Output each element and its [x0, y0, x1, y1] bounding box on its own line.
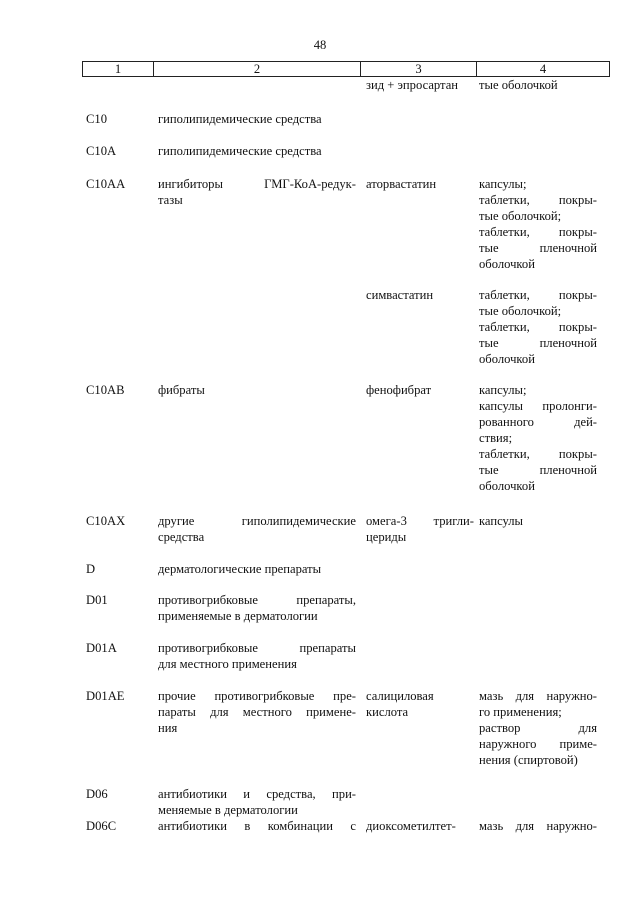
table-header — [82, 61, 610, 77]
dosage-form-line: капсулы пролонги- — [479, 399, 597, 413]
group-name — [158, 176, 356, 208]
atc-code: D06 — [86, 787, 108, 801]
group-name — [158, 513, 356, 545]
group-name-line: ингибиторы ГМГ-КоА-редук- — [158, 177, 356, 191]
dosage-form-line: тые пленочной — [479, 463, 597, 477]
group-name-line: противогрибковые препараты — [158, 641, 356, 655]
group-name — [158, 818, 356, 834]
group-name: дерматологические препараты — [158, 562, 322, 576]
atc-code: D06C — [86, 819, 117, 833]
dosage-form-line: раствор для — [479, 721, 597, 735]
dosage-form-line: оболочкой — [479, 352, 535, 366]
drug-name-line: цериды — [366, 530, 407, 544]
group-name — [158, 786, 356, 818]
group-name-line: средства — [158, 530, 205, 544]
dosage-form-line: капсулы; — [479, 177, 527, 191]
dosage-form-line: рованного дей- — [479, 415, 597, 429]
drug-name: зид + эпросартан — [366, 78, 459, 92]
atc-code: D01 — [86, 593, 108, 607]
atc-code: C10AX — [86, 514, 126, 528]
group-name-line: параты для местного примене- — [158, 705, 356, 719]
dosage-form-line: го применения; — [479, 705, 562, 719]
drug-name: фенофибрат — [366, 383, 432, 397]
dosage-form — [479, 688, 597, 768]
dosage-form-line: оболочкой — [479, 479, 535, 493]
group-name-line: меняемые в дерматологии — [158, 803, 298, 817]
atc-code: D01A — [86, 641, 117, 655]
atc-code: D01AE — [86, 689, 125, 703]
atc-code: C10A — [86, 144, 117, 158]
group-name-line: ния — [158, 721, 178, 735]
dosage-form-line: тые оболочкой — [479, 78, 558, 92]
dosage-form-line: таблетки, покры- — [479, 447, 597, 461]
drug-name-line: кислота — [366, 705, 409, 719]
dosage-form-line: таблетки, покры- — [479, 193, 597, 207]
dosage-form-line: таблетки, покры- — [479, 288, 597, 302]
group-name-line: применяемые в дерматологии — [158, 609, 318, 623]
dosage-form-line: нения (спиртовой) — [479, 753, 578, 767]
group-name — [158, 688, 356, 736]
dosage-form — [479, 176, 597, 272]
group-name-line: другие гиполипидемические — [158, 514, 356, 528]
group-name-line: для местного применения — [158, 657, 297, 671]
drug-name — [366, 688, 474, 720]
drug-name-line: диоксометилтет- — [366, 819, 456, 833]
drug-name-line: салициловая — [366, 689, 434, 703]
dosage-form — [479, 77, 597, 93]
atc-code: D — [86, 562, 96, 576]
dosage-form-line: наружного приме- — [479, 737, 597, 751]
drug-name-line: омега-3 тригли- — [366, 514, 474, 528]
dosage-form-line: тые оболочкой; — [479, 209, 562, 223]
dosage-form-line: тые пленочной — [479, 241, 597, 255]
header-col-4: 4 — [477, 62, 610, 77]
group-name-line: антибиотики в комбинации с — [158, 819, 356, 833]
page-number: 48 — [313, 38, 327, 52]
drug-name — [366, 818, 474, 834]
dosage-form — [479, 818, 597, 834]
dosage-form-line: тые пленочной — [479, 336, 597, 350]
dosage-form-line: капсулы — [479, 514, 524, 528]
group-name-line: противогрибковые препараты, — [158, 593, 356, 607]
group-name: гиполипидемические средства — [158, 112, 322, 126]
drug-name: аторвастатин — [366, 177, 437, 191]
dosage-form-line: мазь для наружно- — [479, 689, 597, 703]
dosage-form-line: капсулы; — [479, 383, 527, 397]
dosage-form-line: таблетки, покры- — [479, 320, 597, 334]
drug-name: симвастатин — [366, 288, 434, 302]
group-name — [158, 640, 356, 672]
group-name: гиполипидемические средства — [158, 144, 322, 158]
dosage-form — [479, 287, 597, 367]
drug-name — [366, 513, 474, 545]
header-col-3: 3 — [361, 62, 477, 77]
dosage-form-line: ствия; — [479, 431, 513, 445]
atc-code: C10AA — [86, 177, 126, 191]
group-name-line: прочие противогрибковые пре- — [158, 689, 356, 703]
header-col-2: 2 — [154, 62, 361, 77]
group-name: фибраты — [158, 383, 205, 397]
group-name-line: тазы — [158, 193, 183, 207]
dosage-form-line: мазь для наружно- — [479, 819, 597, 833]
atc-code: C10 — [86, 112, 107, 126]
dosage-form-line: тые оболочкой; — [479, 304, 562, 318]
atc-code: C10AB — [86, 383, 125, 397]
dosage-form-line: таблетки, покры- — [479, 225, 597, 239]
header-col-1: 1 — [83, 62, 154, 77]
dosage-form-line: оболочкой — [479, 257, 535, 271]
dosage-form — [479, 513, 597, 529]
group-name-line: антибиотики и средства, при- — [158, 787, 356, 801]
dosage-form — [479, 382, 597, 494]
group-name — [158, 592, 356, 624]
